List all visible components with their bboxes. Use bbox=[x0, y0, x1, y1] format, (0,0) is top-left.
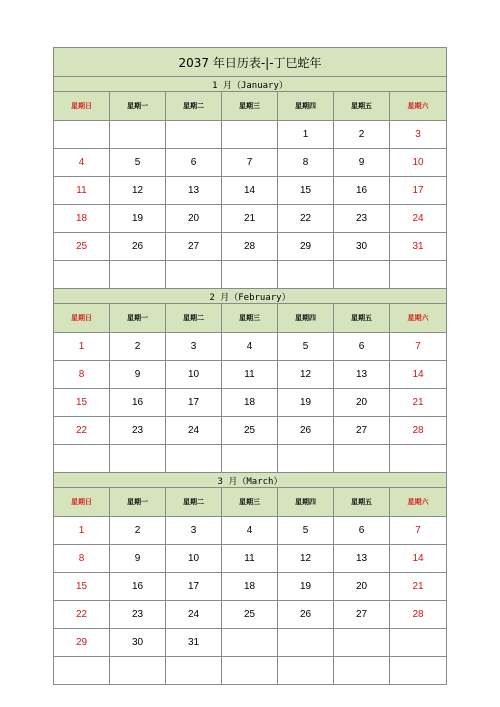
day-cell: 13 bbox=[334, 361, 390, 389]
day-cell: 31 bbox=[166, 629, 222, 657]
weekday-label: 星期六 bbox=[390, 488, 447, 517]
day-cell bbox=[390, 445, 447, 473]
weekday-label: 星期二 bbox=[166, 488, 222, 517]
weekday-label: 星期三 bbox=[222, 304, 278, 333]
day-cell: 20 bbox=[334, 573, 390, 601]
day-cell: 25 bbox=[222, 417, 278, 445]
day-cell: 24 bbox=[390, 205, 447, 233]
day-cell: 20 bbox=[166, 205, 222, 233]
month-label: 1 月（January） bbox=[54, 77, 447, 92]
day-cell: 16 bbox=[334, 177, 390, 205]
day-cell: 1 bbox=[54, 333, 110, 361]
day-cell: 6 bbox=[166, 149, 222, 177]
day-cell: 23 bbox=[110, 601, 166, 629]
day-cell: 26 bbox=[278, 417, 334, 445]
day-cell: 29 bbox=[54, 629, 110, 657]
week-row bbox=[54, 601, 447, 629]
day-cell bbox=[222, 657, 278, 685]
weekday-label: 星期五 bbox=[334, 304, 390, 333]
day-cell bbox=[390, 629, 447, 657]
day-cell: 5 bbox=[110, 149, 166, 177]
day-cell: 9 bbox=[334, 149, 390, 177]
day-cell bbox=[54, 121, 110, 149]
day-cell: 28 bbox=[222, 233, 278, 261]
day-cell: 23 bbox=[110, 417, 166, 445]
day-cell: 10 bbox=[166, 545, 222, 573]
day-cell bbox=[334, 629, 390, 657]
day-cell bbox=[166, 261, 222, 289]
day-cell: 18 bbox=[222, 389, 278, 417]
calendar-title: 2037 年日历表-|-丁巳蛇年 bbox=[54, 48, 447, 77]
day-cell: 7 bbox=[390, 517, 447, 545]
day-cell: 8 bbox=[54, 545, 110, 573]
weekday-label: 星期二 bbox=[166, 92, 222, 121]
day-cell: 15 bbox=[54, 389, 110, 417]
week-row bbox=[54, 517, 447, 545]
day-cell: 25 bbox=[54, 233, 110, 261]
day-cell: 12 bbox=[278, 361, 334, 389]
day-cell: 4 bbox=[54, 149, 110, 177]
day-cell: 13 bbox=[166, 177, 222, 205]
day-cell: 4 bbox=[222, 333, 278, 361]
weekday-label: 星期二 bbox=[166, 304, 222, 333]
month-label: 3 月（March） bbox=[54, 473, 447, 488]
day-cell bbox=[334, 657, 390, 685]
day-cell: 4 bbox=[222, 517, 278, 545]
day-cell bbox=[110, 121, 166, 149]
day-cell: 23 bbox=[334, 205, 390, 233]
weekday-label: 星期五 bbox=[334, 92, 390, 121]
day-cell: 14 bbox=[390, 361, 447, 389]
day-cell: 3 bbox=[166, 333, 222, 361]
day-cell: 28 bbox=[390, 417, 447, 445]
day-cell: 19 bbox=[278, 573, 334, 601]
day-cell bbox=[222, 445, 278, 473]
week-row bbox=[54, 149, 447, 177]
day-cell: 3 bbox=[390, 121, 447, 149]
day-cell: 12 bbox=[278, 545, 334, 573]
day-cell bbox=[390, 657, 447, 685]
day-cell bbox=[334, 445, 390, 473]
day-cell: 19 bbox=[110, 205, 166, 233]
day-cell: 2 bbox=[110, 333, 166, 361]
day-cell: 10 bbox=[390, 149, 447, 177]
day-cell: 19 bbox=[278, 389, 334, 417]
day-cell: 22 bbox=[278, 205, 334, 233]
day-cell: 20 bbox=[334, 389, 390, 417]
day-cell: 9 bbox=[110, 361, 166, 389]
weekday-header-row bbox=[54, 92, 447, 121]
title-row bbox=[54, 48, 447, 77]
day-cell: 18 bbox=[54, 205, 110, 233]
day-cell: 11 bbox=[222, 545, 278, 573]
day-cell: 17 bbox=[166, 573, 222, 601]
day-cell: 29 bbox=[278, 233, 334, 261]
day-cell: 15 bbox=[278, 177, 334, 205]
weekday-header-row bbox=[54, 488, 447, 517]
day-cell: 13 bbox=[334, 545, 390, 573]
day-cell bbox=[390, 261, 447, 289]
day-cell bbox=[110, 657, 166, 685]
day-cell bbox=[110, 445, 166, 473]
day-cell: 14 bbox=[390, 545, 447, 573]
day-cell bbox=[166, 121, 222, 149]
weekday-label: 星期一 bbox=[110, 488, 166, 517]
day-cell: 6 bbox=[334, 517, 390, 545]
weekday-label: 星期日 bbox=[54, 92, 110, 121]
day-cell: 15 bbox=[54, 573, 110, 601]
day-cell: 8 bbox=[278, 149, 334, 177]
month-header-row bbox=[54, 77, 447, 92]
day-cell bbox=[54, 445, 110, 473]
day-cell: 28 bbox=[390, 601, 447, 629]
week-row bbox=[54, 333, 447, 361]
day-cell: 25 bbox=[222, 601, 278, 629]
day-cell: 24 bbox=[166, 601, 222, 629]
month-label: 2 月（February） bbox=[54, 289, 447, 304]
day-cell: 17 bbox=[390, 177, 447, 205]
day-cell: 21 bbox=[390, 573, 447, 601]
month-header-row bbox=[54, 289, 447, 304]
weekday-label: 星期日 bbox=[54, 488, 110, 517]
week-row bbox=[54, 417, 447, 445]
day-cell: 10 bbox=[166, 361, 222, 389]
weekday-label: 星期一 bbox=[110, 304, 166, 333]
day-cell: 2 bbox=[110, 517, 166, 545]
day-cell bbox=[54, 261, 110, 289]
day-cell: 31 bbox=[390, 233, 447, 261]
week-row bbox=[54, 205, 447, 233]
day-cell bbox=[278, 445, 334, 473]
weekday-label: 星期四 bbox=[278, 304, 334, 333]
day-cell: 27 bbox=[166, 233, 222, 261]
day-cell: 18 bbox=[222, 573, 278, 601]
day-cell: 30 bbox=[110, 629, 166, 657]
week-row bbox=[54, 361, 447, 389]
day-cell: 1 bbox=[278, 121, 334, 149]
day-cell bbox=[54, 657, 110, 685]
weekday-label: 星期六 bbox=[390, 304, 447, 333]
day-cell: 6 bbox=[334, 333, 390, 361]
day-cell: 26 bbox=[110, 233, 166, 261]
day-cell: 5 bbox=[278, 333, 334, 361]
day-cell: 22 bbox=[54, 417, 110, 445]
weekday-label: 星期一 bbox=[110, 92, 166, 121]
day-cell bbox=[222, 121, 278, 149]
day-cell: 1 bbox=[54, 517, 110, 545]
day-cell: 24 bbox=[166, 417, 222, 445]
week-row bbox=[54, 445, 447, 473]
weekday-label: 星期五 bbox=[334, 488, 390, 517]
day-cell bbox=[222, 629, 278, 657]
week-row bbox=[54, 261, 447, 289]
week-row bbox=[54, 657, 447, 685]
day-cell: 22 bbox=[54, 601, 110, 629]
day-cell bbox=[222, 261, 278, 289]
week-row bbox=[54, 177, 447, 205]
day-cell bbox=[278, 657, 334, 685]
day-cell: 27 bbox=[334, 417, 390, 445]
day-cell: 27 bbox=[334, 601, 390, 629]
week-row bbox=[54, 629, 447, 657]
week-row bbox=[54, 545, 447, 573]
day-cell: 7 bbox=[390, 333, 447, 361]
day-cell: 12 bbox=[110, 177, 166, 205]
day-cell: 5 bbox=[278, 517, 334, 545]
weekday-label: 星期三 bbox=[222, 488, 278, 517]
month-header-row bbox=[54, 473, 447, 488]
calendar-table bbox=[53, 47, 447, 685]
week-row bbox=[54, 233, 447, 261]
day-cell: 16 bbox=[110, 573, 166, 601]
weekday-label: 星期日 bbox=[54, 304, 110, 333]
day-cell: 16 bbox=[110, 389, 166, 417]
day-cell: 26 bbox=[278, 601, 334, 629]
day-cell: 17 bbox=[166, 389, 222, 417]
week-row bbox=[54, 389, 447, 417]
day-cell bbox=[278, 261, 334, 289]
day-cell: 2 bbox=[334, 121, 390, 149]
day-cell: 11 bbox=[222, 361, 278, 389]
day-cell bbox=[334, 261, 390, 289]
day-cell: 11 bbox=[54, 177, 110, 205]
day-cell: 21 bbox=[222, 205, 278, 233]
weekday-label: 星期四 bbox=[278, 488, 334, 517]
day-cell: 3 bbox=[166, 517, 222, 545]
day-cell: 14 bbox=[222, 177, 278, 205]
day-cell: 9 bbox=[110, 545, 166, 573]
calendar-body bbox=[54, 48, 447, 685]
day-cell: 30 bbox=[334, 233, 390, 261]
day-cell bbox=[110, 261, 166, 289]
weekday-label: 星期四 bbox=[278, 92, 334, 121]
weekday-label: 星期三 bbox=[222, 92, 278, 121]
week-row bbox=[54, 121, 447, 149]
day-cell: 8 bbox=[54, 361, 110, 389]
weekday-label: 星期六 bbox=[390, 92, 447, 121]
week-row bbox=[54, 573, 447, 601]
day-cell bbox=[278, 629, 334, 657]
weekday-header-row bbox=[54, 304, 447, 333]
day-cell: 21 bbox=[390, 389, 447, 417]
day-cell: 7 bbox=[222, 149, 278, 177]
day-cell bbox=[166, 445, 222, 473]
day-cell bbox=[166, 657, 222, 685]
